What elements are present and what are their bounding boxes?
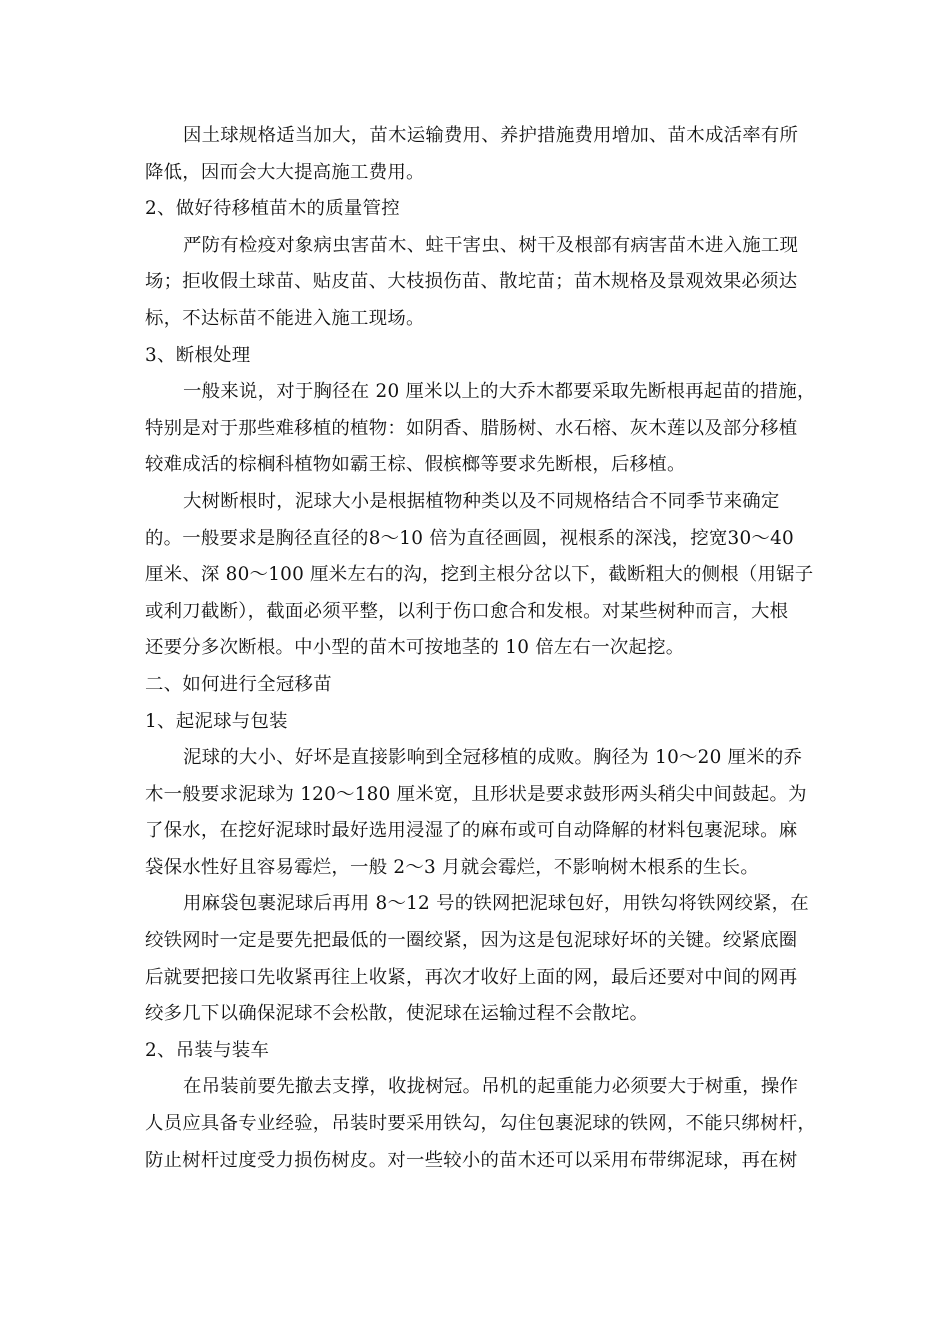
paragraph-line: 了保水，在挖好泥球时最好选用浸湿了的麻布或可自动降解的材料包裹泥球。麻: [145, 820, 798, 842]
section-heading: 3、断根处理: [145, 344, 251, 366]
section-heading: 1、起泥球与包装: [145, 710, 288, 732]
paragraph-line: 大树断根时，泥球大小是根据植物种类以及不同规格结合不同季节来确定: [183, 490, 780, 512]
paragraph-line: 在吊装前要先撤去支撑，收拢树冠。吊机的起重能力必须要大于树重，操作: [183, 1076, 799, 1098]
paragraph-line: 标，不达标苗不能进入施工现场。: [145, 307, 425, 329]
paragraph-line: 降低，因而会大大提高施工费用。: [145, 161, 425, 183]
paragraph-line: 一般来说，对于胸径在 20 厘米以上的大乔木都要采取先断根再起苗的措施，: [183, 381, 816, 403]
paragraph-line: 袋保水性好且容易霉烂，一般 2～3 月就会霉烂，不影响树木根系的生长。: [145, 856, 759, 878]
paragraph-line: 泥球的大小、好坏是直接影响到全冠移植的成败。胸径为 10～20 厘米的乔: [183, 747, 803, 769]
paragraph-line: 人员应具备专业经验，吊装时要采用铁勾，勾住包裹泥球的铁网，不能只绑树杆，: [145, 1113, 817, 1135]
paragraph-line: 防止树杆过度受力损伤树皮。对一些较小的苗木还可以采用布带绑泥球，再在树: [145, 1149, 798, 1171]
paragraph-line: 还要分多次断根。中小型的苗木可按地茎的 10 倍左右一次起挖。: [145, 637, 685, 659]
paragraph-line: 绞铁网时一定是要先把最低的一圈绞紧，因为这是包泥球好坏的关键。绞紧底圈: [145, 930, 798, 952]
paragraph-line: 因土球规格适当加大，苗木运输费用、养护措施费用增加、苗木成活率有所: [183, 125, 799, 146]
paragraph-line: 木一般要求泥球为 120～180 厘米宽，且形状是要求鼓形两头稍尖中间鼓起。为: [145, 783, 807, 805]
paragraph-line: 后就要把接口先收紧再往上收紧，再次才收好上面的网，最后还要对中间的网再: [145, 966, 798, 988]
chapter-heading: 二、如何进行全冠移苗: [145, 673, 332, 695]
section-heading: 2、吊装与装车: [145, 1039, 270, 1061]
paragraph-line: 绞多几下以确保泥球不会松散，使泥球在运输过程不会散坨。: [145, 1003, 649, 1025]
paragraph-line: 场；拒收假土球苗、贴皮苗、大枝损伤苗、散坨苗；苗木规格及景观效果必须达: [145, 271, 798, 293]
paragraph-line: 较难成活的棕榈科植物如霸王棕、假槟榔等要求先断根，后移植。: [145, 454, 686, 476]
paragraph-line: 特别是对于那些难移植的植物：如阴香、腊肠树、水石榕、灰木莲以及部分移植: [145, 417, 798, 439]
document-body: [145, 118, 817, 1179]
paragraph-line: 或利刀截断），截面必须平整，以利于伤口愈合和发根。对某些树种而言，大根: [145, 600, 789, 622]
section-heading: 2、做好待移植苗木的质量管控: [145, 198, 400, 220]
paragraph-line: 的。一般要求是胸径直径的8～10 倍为直径画圆，视根系的深浅，挖宽30～40: [145, 527, 794, 549]
paragraph-line: 用麻袋包裹泥球后再用 8～12 号的铁网把泥球包好，用铁勾将铁网绞紧，在: [183, 893, 809, 915]
paragraph-line: 厘米、深 80～100 厘米左右的沟，挖到主根分岔以下，截断粗大的侧根（用锯子: [145, 564, 814, 586]
paragraph-line: 严防有检疫对象病虫害苗木、蛀干害虫、树干及根部有病害苗木进入施工现: [183, 234, 799, 256]
